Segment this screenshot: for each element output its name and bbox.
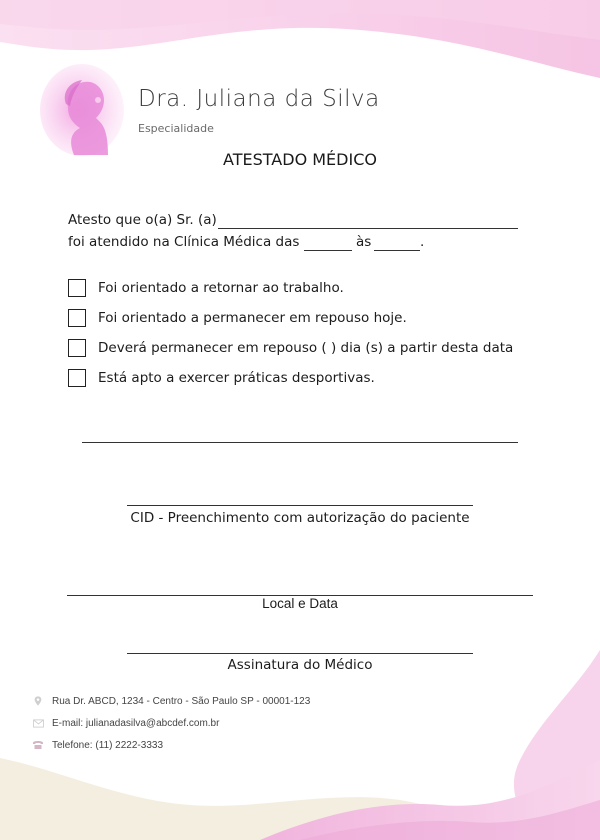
- checkbox-label: Está apto a exercer práticas desportivas.: [98, 370, 375, 386]
- statement-line-1: [68, 212, 217, 228]
- envelope-icon: [32, 717, 44, 729]
- signature-caption: Assinatura do Médico: [227, 657, 373, 673]
- statement-end: .: [420, 234, 425, 250]
- signature-field[interactable]: [127, 653, 473, 654]
- checkbox-label: Foi orientado a permanecer em repouso hoje.: [98, 310, 407, 326]
- checkbox-rest-days[interactable]: [68, 339, 86, 357]
- notes-field[interactable]: [82, 442, 518, 443]
- checkbox-row-rest-days[interactable]: [68, 337, 513, 359]
- page-title: ATESTADO MÉDICO: [223, 150, 377, 169]
- location-pin-icon: [32, 695, 44, 707]
- statement-prefix: Atesto que o(a) Sr. (a): [68, 212, 217, 228]
- time-from-field[interactable]: [304, 250, 352, 251]
- statement-clinic-text: foi atendido na Clínica Médica das: [68, 234, 300, 250]
- patient-name-field[interactable]: [218, 228, 518, 229]
- doctor-specialty: Especialidade: [138, 122, 214, 135]
- local-date-caption: Local e Data: [262, 596, 338, 611]
- checkbox-return-work[interactable]: [68, 279, 86, 297]
- phone-icon: [32, 739, 44, 751]
- time-separator: às: [356, 234, 372, 250]
- footer-address-text: Rua Dr. ABCD, 1234 - Centro - São Paulo SP - 00001-123: [52, 695, 311, 707]
- footer-email: [32, 716, 219, 730]
- checkbox-label: Deverá permanecer em repouso ( ) dia (s) a partir desta data: [98, 340, 514, 356]
- checkbox-row-sports[interactable]: [68, 367, 375, 389]
- footer-phone-text: Telefone: (11) 2222-3333: [52, 739, 164, 751]
- doctor-name: Dra. Juliana da Silva: [138, 86, 380, 112]
- time-to-field[interactable]: [374, 250, 420, 251]
- woman-silhouette-icon: [38, 60, 128, 160]
- statement-line-2: [68, 234, 299, 250]
- footer-phone: [32, 738, 163, 752]
- checkbox-label: Foi orientado a retornar ao trabalho.: [98, 280, 344, 296]
- footer-email-text[interactable]: E-mail: julianadasilva@abcdef.com.br: [52, 717, 220, 729]
- checkbox-row-return-work[interactable]: [68, 277, 344, 299]
- footer-address: [32, 694, 310, 708]
- checkbox-sports[interactable]: [68, 369, 86, 387]
- checkbox-rest-today[interactable]: [68, 309, 86, 327]
- cid-field[interactable]: [127, 505, 473, 506]
- cid-caption: CID - Preenchimento com autorização do paciente: [130, 510, 470, 526]
- checkbox-row-rest-today[interactable]: [68, 307, 407, 329]
